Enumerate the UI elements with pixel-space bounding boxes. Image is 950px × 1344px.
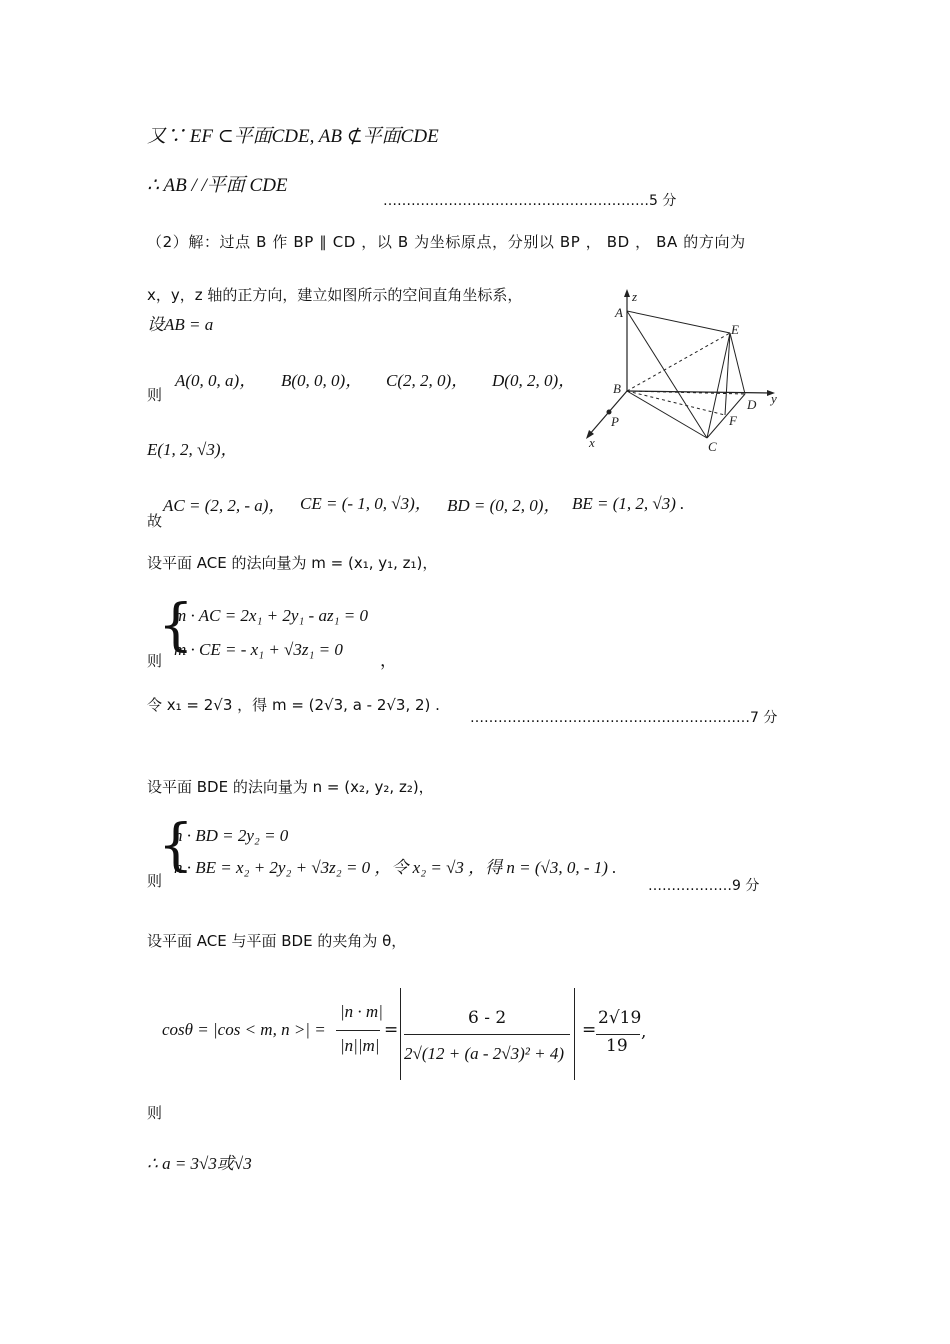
eq-n-bd: n · BD = 2y₂ = 0 [174, 826, 289, 845]
equals-2: = [384, 1020, 399, 1040]
label-x: x [589, 435, 595, 450]
score-9: ………………9 分 [648, 878, 760, 894]
edge-bf [627, 391, 725, 415]
coord-e: E(1, 2, √3)， [147, 440, 238, 459]
line-14: 设平面 ACE 与平面 BDE 的夹角为 θ， [147, 932, 407, 950]
abs-right [574, 988, 575, 1080]
line-16: 则 [147, 1104, 163, 1122]
label-f: F [729, 413, 737, 428]
system-brace-1: { [158, 593, 194, 658]
coord-b: B(0, 0, 0)， [281, 371, 363, 390]
system-brace-2: { [158, 813, 194, 878]
line-17: ∴ a = 3√3或√3 [147, 1154, 252, 1173]
edge-ed [730, 333, 745, 394]
vec-be: BE = (1, 2, √3) . [572, 494, 685, 513]
eq-n-be: n · BE = x₂ + 2y₂ + √3z₂ = 0 ，令 x₂ = √3 ，得 n = (√3, 0, - 1) . [174, 858, 617, 877]
label-b: B [613, 381, 621, 396]
coordinate-figure [575, 285, 790, 455]
z-arrow-icon [624, 289, 630, 297]
frac3-num: 2√19 [598, 1008, 642, 1028]
vec-bd: BD = (0, 2, 0)， [447, 496, 561, 515]
line-13-label: 则 [147, 872, 163, 890]
edge-ae [627, 311, 730, 333]
frac2-bar [404, 1034, 570, 1035]
label-e: E [731, 322, 739, 337]
equals-3: = [582, 1020, 597, 1040]
edge-bc [627, 391, 707, 438]
frac1-num: |n · m| [340, 1002, 383, 1021]
frac3-comma: , [641, 1022, 647, 1042]
line-12: 设平面 BDE 的法向量为 n = (x₂, y₂, z₂)， [147, 778, 434, 796]
label-p: P [611, 414, 619, 429]
line-9: 设平面 ACE 的法向量为 m = (x₁, y₁, z₁)， [147, 554, 438, 572]
coord-c: C(2, 2, 0)， [386, 371, 469, 390]
vec-ce: CE = (- 1, 0, √3)， [300, 494, 432, 513]
frac2-num: 6 - 2 [468, 1008, 507, 1028]
frac1-den: |n||m| [340, 1036, 380, 1055]
comma-10: ， [380, 651, 397, 671]
frac3-bar [596, 1034, 640, 1035]
score-5: …………………………………………………5 分 [383, 193, 677, 209]
frac1-bar [336, 1030, 380, 1031]
line-10-label: 则 [147, 652, 163, 670]
label-d: D [747, 397, 757, 412]
line-5: 设AB = a [147, 315, 214, 334]
abs-left [400, 988, 401, 1080]
line-1: 又∵ EF ⊂平面CDE, AB ⊄平面CDE [147, 126, 439, 147]
vec-ac: AC = (2, 2, - a)， [163, 496, 286, 515]
edge-ac [627, 311, 707, 438]
label-z: z [632, 289, 638, 304]
coord-d: D(0, 2, 0)， [492, 371, 576, 390]
eq-m-ac: m · AC = 2x₁ + 2y₁ - az₁ = 0 [174, 606, 368, 625]
line-4: x，y，z 轴的正方向，建立如图所示的空间直角坐标系， [147, 286, 523, 304]
label-a: A [615, 305, 623, 320]
line-8-label: 故 [147, 512, 163, 530]
cos-lhs: cosθ = |cos < m, n >| = [162, 1020, 326, 1039]
frac3-den: 19 [606, 1036, 628, 1056]
line-3: （2）解：过点 B 作 BP ∥ CD ，以 B 为坐标原点，分别以 BP ， BD ， BA 的方向为 [147, 233, 746, 251]
score-7: ……………………………………………………7 分 [470, 710, 778, 726]
frac2-den: 2√(12 + (a - 2√3)² + 4) [404, 1044, 565, 1063]
edge-be [627, 333, 730, 391]
line-6-label: 则 [147, 386, 163, 404]
coord-a: A(0, 0, a)， [175, 371, 257, 390]
line-2: ∴ AB / /平面 CDE [147, 175, 288, 196]
line-11: 令 x₁ = 2√3 ，得 m = (2√3, a - 2√3, 2) . [147, 696, 440, 714]
label-c: C [708, 439, 717, 454]
label-y: y [771, 391, 777, 406]
eq-m-ce: m · CE = - x₁ + √3z₁ = 0 [174, 640, 343, 659]
